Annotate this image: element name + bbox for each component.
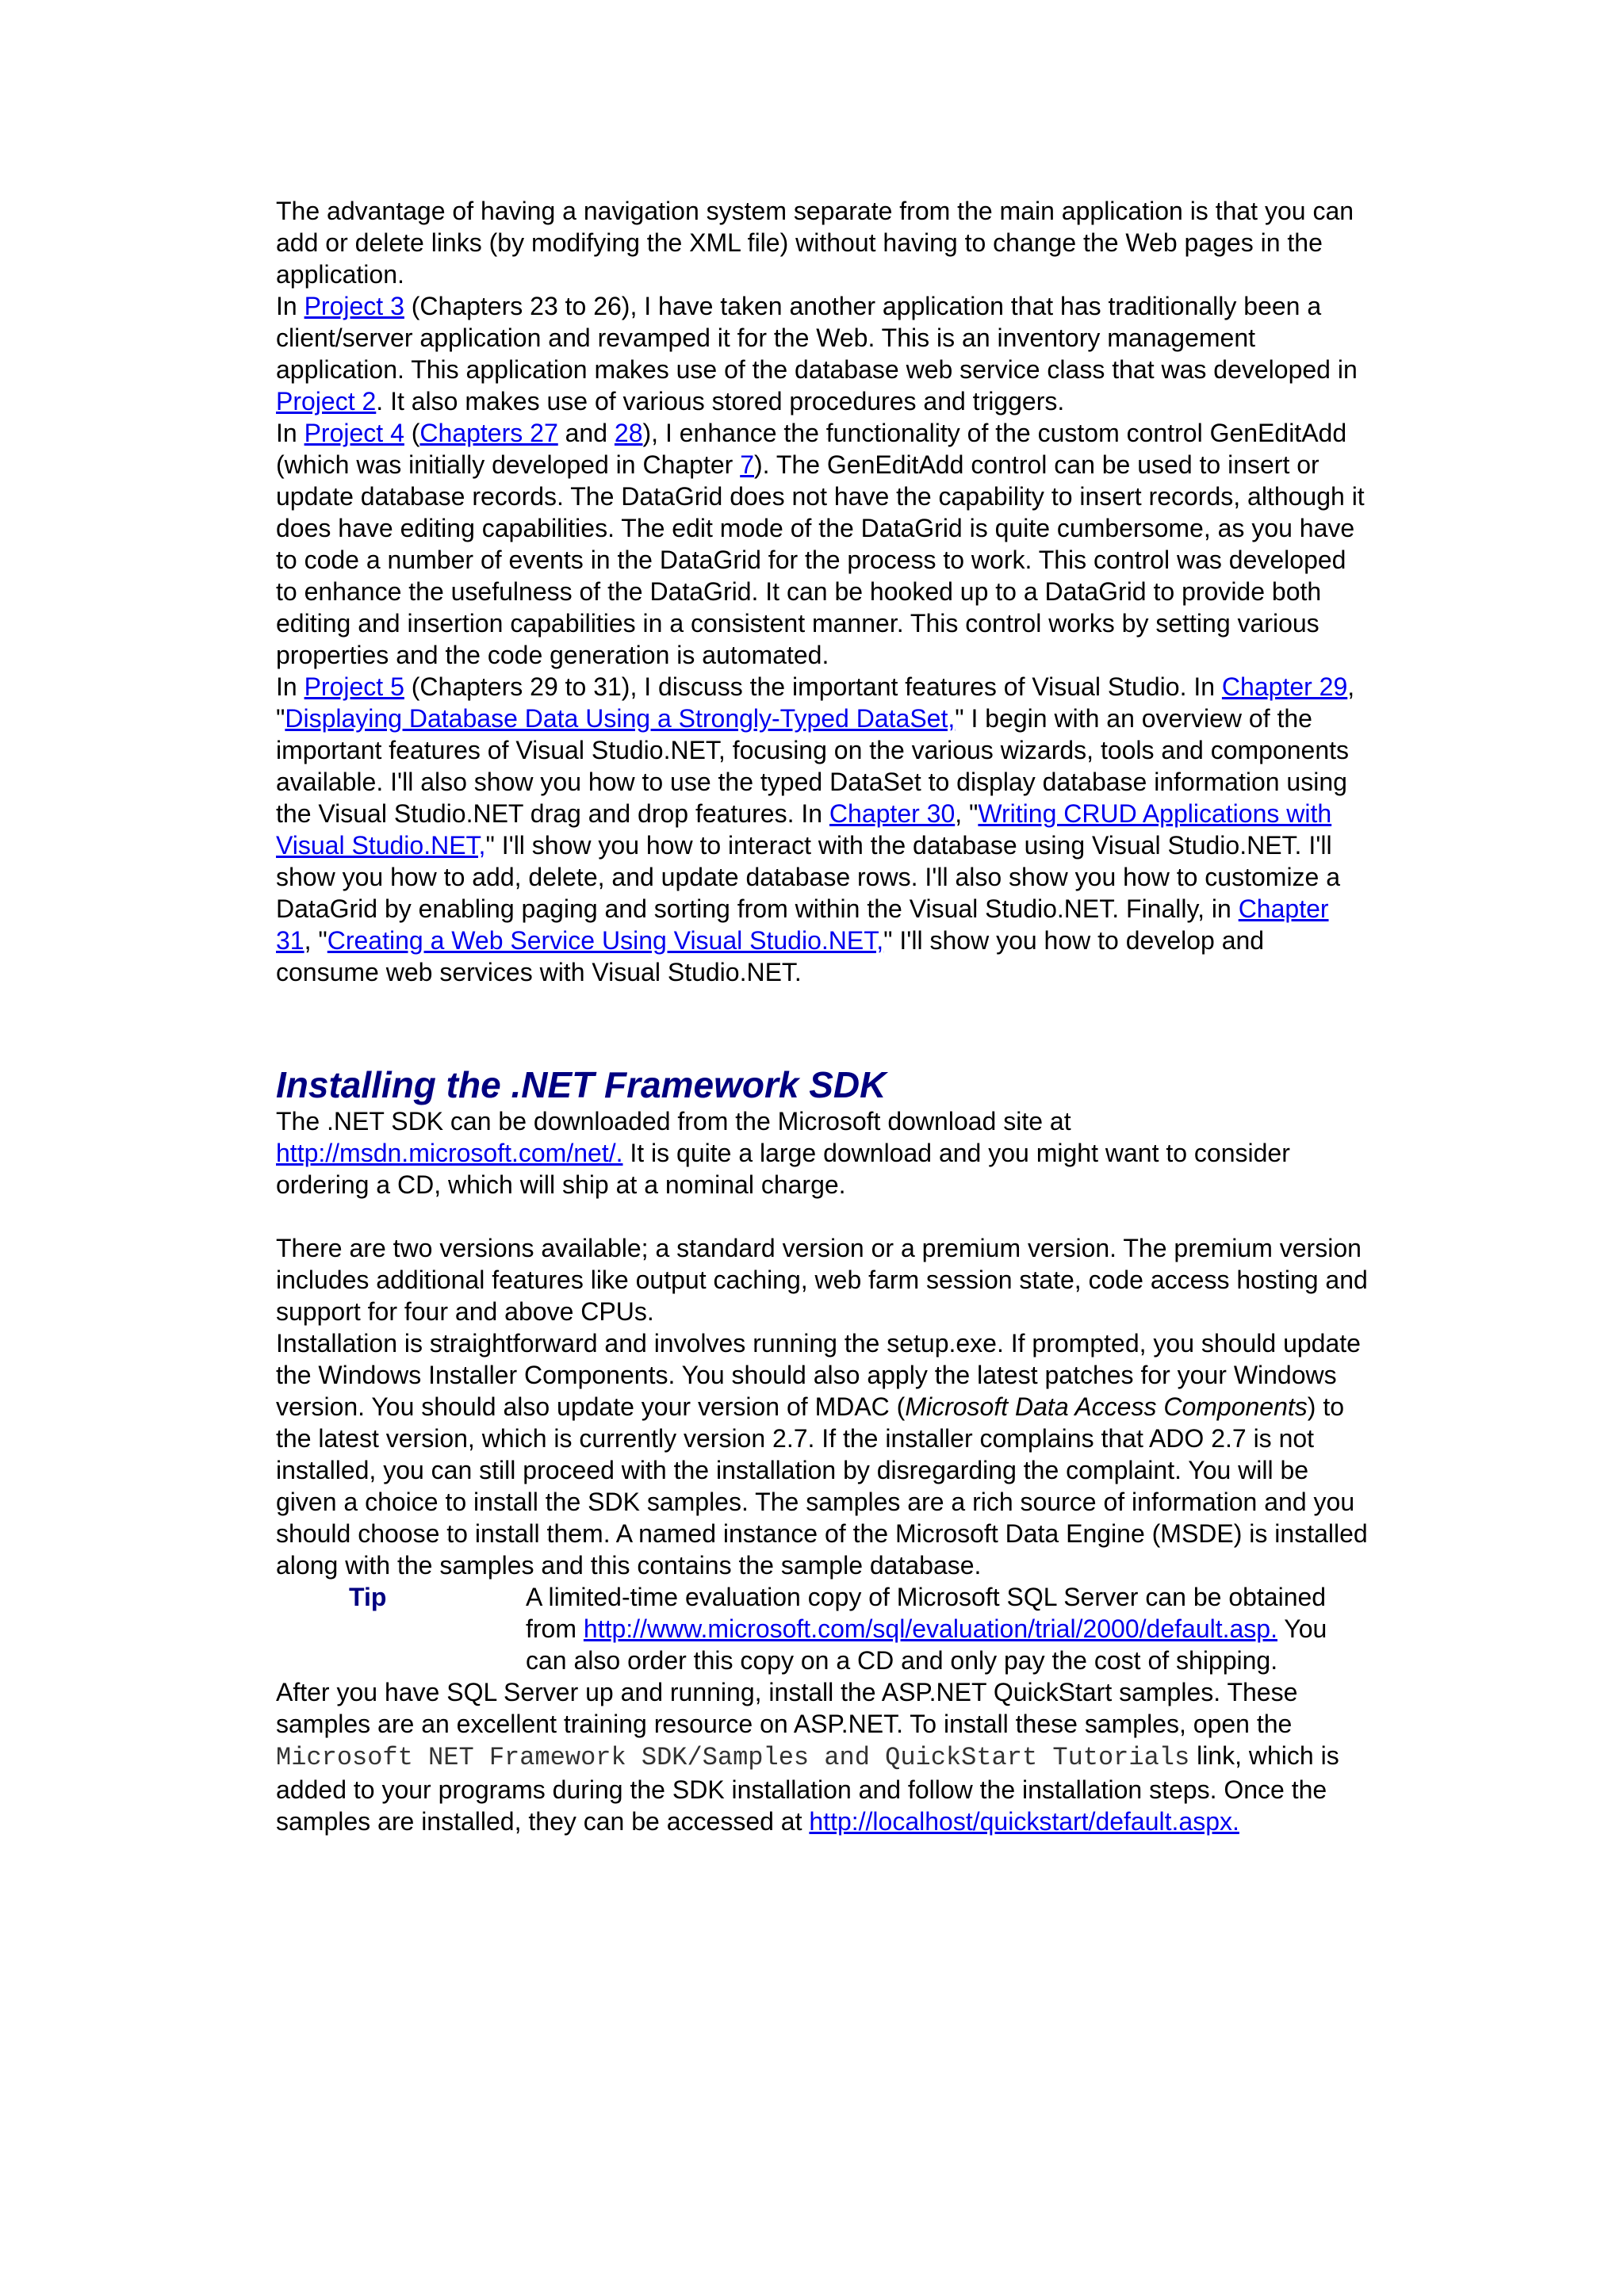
link-chapter-7[interactable]: 7 — [740, 450, 754, 479]
paragraph-versions: There are two versions available; a standard version or a premium version. The premium version includes additional features like output caching, web farm session state, code access hosting and support for four and above CPUs. — [276, 1234, 1368, 1326]
link-project-3[interactable]: Project 3 — [304, 292, 404, 320]
section-heading: Installing the .NET Framework SDK — [276, 1064, 887, 1105]
link-sql-evaluation[interactable]: http://www.microsoft.com/sql/evaluation/trial/2000/default.asp. — [583, 1614, 1277, 1643]
link-project-5[interactable]: Project 5 — [304, 672, 404, 701]
link-chapter-29-title[interactable]: Displaying Database Data Using a Strongly-Typed DataSet, — [285, 704, 956, 733]
spacer — [276, 988, 1370, 1064]
link-project-4[interactable]: Project 4 — [304, 419, 404, 447]
paragraph-quickstart: After you have SQL Server up and running, install the ASP.NET QuickStart samples. These samples are an excellent training resource on ASP.NET. To install these samples, open the Microsoft NET Framework SDK/Samples and QuickStart Tutorials link, which is added to your programs during the SDK installation and follow the installation steps. Once the samples are installed, they can be accessed at http://localhost/quickstart/default.aspx. — [276, 1678, 1339, 1836]
link-chapter-29[interactable]: Chapter 29 — [1221, 672, 1348, 701]
spacer — [276, 1201, 1370, 1232]
paragraph-sdk-download: The .NET SDK can be downloaded from the Microsoft download site at http://msdn.microsoft.com/net/. It is quite a large download and you might want to consider ordering a CD, which will ship at a nominal charge. — [276, 1107, 1290, 1199]
link-msdn[interactable]: http://msdn.microsoft.com/net/. — [276, 1139, 623, 1167]
link-chapter-28[interactable]: 28 — [614, 419, 643, 447]
link-chapter-30[interactable]: Chapter 30 — [829, 799, 956, 828]
code-path: Microsoft NET Framework SDK/Samples and QuickStart Tutorials — [276, 1743, 1190, 1772]
link-chapter-30-title[interactable]: Writing CRUD Applications with Visual Studio.NET, — [276, 799, 1332, 860]
document-page — [276, 195, 1370, 1837]
link-chapter-31-title[interactable]: Creating a Web Service Using Visual Studio.NET, — [327, 926, 884, 955]
paragraph-project-3: In Project 3 (Chapters 23 to 26), I have taken another application that has traditionally been a client/server application and revamped it for the Web. This is an inventory management application. This application makes use of the database web service class that was developed in Project 2. It also makes use of various stored procedures and triggers. — [276, 292, 1358, 416]
paragraph-project-4: In Project 4 (Chapters 27 and 28), I enhance the functionality of the custom control GenEditAdd (which was initially developed in Chapter 7). The GenEditAdd control can be used to insert or update database records. The DataGrid does not have the capability to insert records, although it does have editing capabilities. The edit mode of the DataGrid is quite cumbersome, as you have to code a number of events in the DataGrid for the process to work. This control was developed to enhance the usefulness of the DataGrid. It can be hooked up to a DataGrid to provide both editing and insertion capabilities in a consistent manner. This control works by setting various properties and the code generation is automated. — [276, 419, 1365, 669]
link-localhost-quickstart[interactable]: http://localhost/quickstart/default.aspx. — [809, 1807, 1239, 1836]
tip-body: A limited-time evaluation copy of Microsoft SQL Server can be obtained from http://www.microsoft.com/sql/evaluation/trial/2000/default.asp. You can also order this copy on a CD and only pay the cost of shipping. — [526, 1583, 1327, 1675]
link-chapter-31[interactable]: Chapter 31 — [276, 894, 1329, 955]
link-project-2[interactable]: Project 2 — [276, 387, 377, 416]
paragraph-navigation-advantage: The advantage of having a navigation system separate from the main application is that you can add or delete links (by modifying the XML file) without having to change the Web pages in the application. — [276, 197, 1354, 289]
link-chapters-27[interactable]: Chapters 27 — [419, 419, 558, 447]
tip-box — [276, 1581, 1370, 1676]
tip-label: Tip — [349, 1583, 387, 1611]
paragraph-project-5: In Project 5 (Chapters 29 to 31), I discuss the important features of Visual Studio. In Chapter 29, "Displaying Database Data Using a Strongly-Typed DataSet," I begin with an overview of the important features of Visual Studio.NET, focusing on the various wizards, tools and components available. I'll also show you how to use the typed DataSet to display database information using the Visual Studio.NET drag and drop features. In Chapter 30, "Writing CRUD Applications with Visual Studio.NET," I'll show you how to interact with the database using Visual Studio.NET. I'll show you how to add, delete, and update database rows. I'll also show you how to customize a DataGrid by enabling paging and sorting from within the Visual Studio.NET. Finally, in Chapter 31, "Creating a Web Service Using Visual Studio.NET," I'll show you how to develop and consume web services with Visual Studio.NET. — [276, 672, 1355, 986]
paragraph-installation: Installation is straightforward and involves running the setup.exe. If prompted, you should update the Windows Installer Components. You should also apply the latest patches for your Windows version. You should also update your version of MDAC (Microsoft Data Access Components) to the latest version, which is currently version 2.7. If the installer complains that ADO 2.7 is not installed, you can still proceed with the installation by disregarding the complaint. You will be given a choice to install the SDK samples. The samples are a rich source of information and you should choose to install them. A named instance of the Microsoft Data Engine (MSDE) is installed along with the samples and this contains the sample database. — [276, 1329, 1368, 1580]
